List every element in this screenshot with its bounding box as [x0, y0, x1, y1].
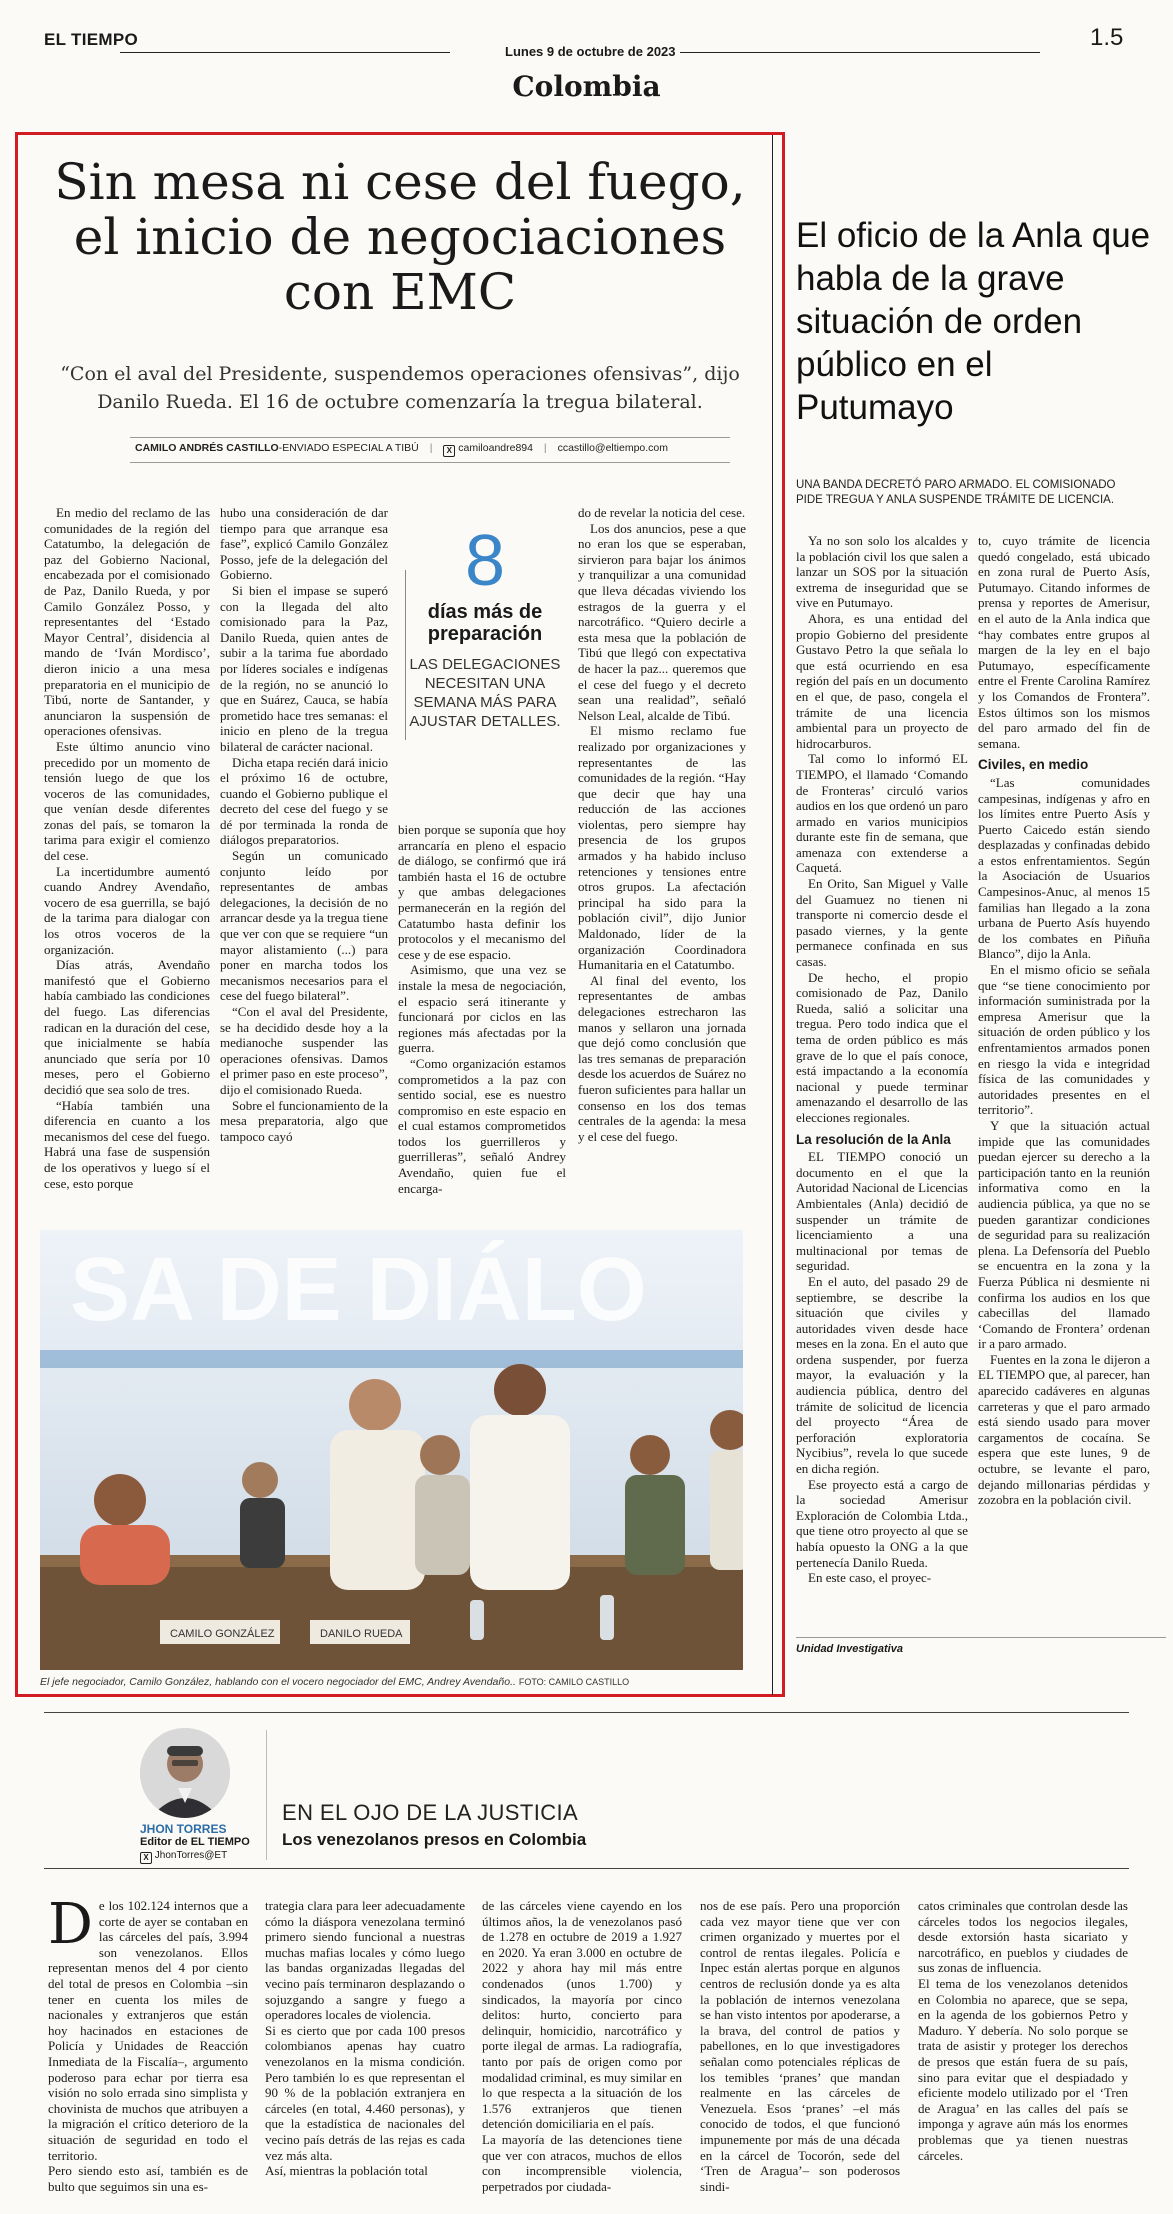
paragraph: Este último anuncio vino precedido por un momento de tensión luego de que los voceros de las comunidades, que venían desde diferentes zonas del país, se tomaron la tarima para exigir el comienzo del cese.	[44, 738, 210, 864]
author-handle-text: JhonTorres@ET	[154, 1850, 228, 1861]
column-divider	[266, 1730, 267, 1860]
masthead-rule-left	[120, 52, 450, 53]
opinion-column-1	[48, 1898, 248, 2208]
paragraph: “Como organización estamos comprometidos a la paz con sentido social, ese es nuestro compromiso en este espacio en el cual estamos comprometidos todos los guerrilleros y guerrilleras”, señaló Andrey Avendaño, quien fue el encarga-	[398, 1055, 566, 1196]
paragraph: Según un comunicado conjunto leído por representantes de ambas delegaciones, la decisión de no arrancar desde ya la tregua tiene que ver con que se requiere “un mayor alistamiento (...) para poner en marcha todos los mecanismos necesarios para el cese del fuego bilateral”.	[220, 848, 388, 1004]
sidebar-headline: El oficio de la Anla que habla de la grave situación de orden público en el Putumayo	[796, 216, 1151, 427]
author-role: Editor de EL TIEMPO	[140, 1836, 250, 1848]
byline-rule-top	[130, 437, 730, 438]
pullquote-head: días más de preparación	[427, 601, 543, 645]
paragraph: En el mismo oficio se señala que “se tiene conocimiento por información suministrada por la empresa Amerisur que la situación de orden público y los enfrentamientos armados ponen en riesgo la vida e integridad física de las comunidades y autoridades presentes en el territorio”.	[978, 962, 1150, 1118]
pullquote	[400, 521, 570, 731]
column-rule-top	[44, 1712, 1129, 1713]
photo-illustration	[40, 1230, 743, 1670]
paragraph: Fuentes en la zona le dijeron a EL TIEMPO que, al parecer, han aparecido cadáveres en algunas carreteras y que el paro armado está siendo usado para mover cargamentos de cocaína. Se espera que este lunes, 9 de octubre, se levante el paro, dejando millonarias pérdidas y zozobra en la población civil.	[978, 1351, 1150, 1508]
section-title: Colombia	[512, 70, 661, 103]
paragraph: Dicha etapa recién dará inicio el próximo 16 de octubre, cuando el Gobierno publique el decreto del cese del fuego y se dé por terminada la ronda de diálogos preparatorios.	[220, 754, 388, 848]
byline: CAMILO ANDRÉS CASTILLO-ENVIADO ESPECIAL A TIBÚ | X camiloandre894 | ccastillo@eltiempo.com	[135, 442, 669, 455]
paragraph: Si es cierto que por cada 100 presos colombianos apenas hay cuatro venezolanos en la misma condición. Pero también lo es que representan el 90 % de la población extranjera en cárceles (en total, 4.460 personas), y que la estadística de nacionales del vecino país detrás de las rejas es cada vez más alta.	[265, 2022, 465, 2163]
author-handle	[140, 1850, 227, 1864]
paragraph: do de revelar la noticia del cese.	[578, 505, 746, 520]
page-number: 1.5	[1090, 24, 1124, 51]
paragraph: Al final del evento, los representantes de ambas delegaciones estrecharon las manos y sellaron una jornada que dejó como conclusión que las tres semanas de preparación desde los acuerdos de Suárez no fueron suficientes para hallar un consenso en los dos temas centrales de la agenda: la mesa y el cese del fuego.	[578, 972, 746, 1144]
paragraph: En medio del reclamo de las comunidades de la región del Catatumbo, la delegación de paz del Gobierno Nacional, encabezada por el comisionado de Paz, Danilo Rueda, y por Camilo González Posso, y representantes del ‘Estado Mayor Central’, disidencia al mando de ‘Iván Mordisco’, dieron inicio a una mesa preparatoria en el municipio de Tibú, norte de Santander, y anunciaron la suspensión de operaciones ofensivas.	[44, 505, 210, 739]
main-column-4	[578, 505, 746, 1220]
main-column-1	[44, 505, 210, 1220]
paragraph: Ese proyecto está a cargo de la sociedad Amerisur Exploración de Colombia Ltda., que tiene otro proyecto al que se había opuesto la ONG a la que pertenecía Danilo Rueda.	[796, 1476, 968, 1570]
opinion-column-2	[265, 1898, 465, 2208]
main-column-2	[220, 505, 388, 1220]
svg-text:SA DE DIÁLO: SA DE DIÁLO	[70, 1240, 647, 1340]
author-avatar	[140, 1728, 230, 1818]
opinion-column-3	[482, 1898, 682, 2208]
news-photo	[40, 1230, 743, 1670]
sidebar-column-1	[796, 533, 968, 1633]
paragraph: Sobre el funcionamiento de la mesa preparatoria, algo que tampoco cayó	[220, 1097, 388, 1144]
sidebar-credit: Unidad Investigativa	[796, 1643, 903, 1655]
caption-text: El jefe negociador, Camilo González, hablando con el vocero negociador del EMC, Andrey Avendaño..	[40, 1676, 516, 1688]
photo-caption	[40, 1676, 740, 1688]
paragraph: En Orito, San Miguel y Valle del Guamuez no tienen ni transporte ni comercio desde el pasado viernes, y la gente permanece confinada en sus casas.	[796, 876, 968, 970]
paragraph: “Con el aval del Presidente, se ha decidido desde hoy a la medianoche suspender las operaciones ofensivas. Damos el primer paso en este proceso”, dijo el comisionado Rueda.	[220, 1004, 388, 1097]
paragraph: “Las comunidades campesinas, indígenas y afro en los límites entre Puerto Asís y Puerto Caicedo están siendo desplazadas y confinadas debido a estos enfrentamientos. Según la Asociación de Usuarios Campesinos-Anuc, al menos 15 familias han llegado a la zona urbana de Puerto Asís huyendo de los combates en Piñuña Blanco”, dijo la Anla.	[978, 774, 1150, 962]
paragraph: Y que la situación actual impide que las comunidades puedan ejercer su derecho a la participación tanto en la reunión informativa como en la audiencia pública, ya que no se pueden garantizar condiciones de seguridad para su realización plena. La Defensoría del Pueblo se encuentra en la zona y la Fuerza Pública ni desmiente ni confirma los audios en los que cabecillas del llamado ‘Comando de Frontera’ ordenan ir a paro armado.	[978, 1117, 1150, 1352]
paragraph: Ya no son solo los alcaldes y la población civil los que salen a lanzar un SOS por la situación extrema de inseguridad que se vive en Putumayo.	[796, 533, 968, 611]
x-logo-icon: X	[140, 1852, 152, 1864]
author-name: JHON TORRES	[140, 1822, 227, 1836]
paragraph: trategia clara para leer adecuadamente cómo la diáspora venezolana terminó primero siendo funcional a nuestras muchas mafias locales y cómo luego las bandas organizadas llegadas del vecino país terminaron desplazando o sojuzgando a sangre y fuego a operadores locales de violencia.	[265, 1898, 465, 2023]
masthead-date: Lunes 9 de octubre de 2023	[505, 44, 676, 59]
column-kicker: EN EL OJO DE LA JUSTICIA	[282, 1800, 579, 1825]
byline-rule-bottom	[130, 462, 730, 463]
paragraph: El tema de los venezolanos detenidos en Colombia no aparece, que se sepa, en la agenda de los gobiernos Petro y Maduro. Y debería. No solo porque se trata de asistir y proteger los derechos de presos que están fuera de su país, sino para evitar que el despiadado y eficiente modelo utilizado por el ‘Tren de Aragua’ en las calles del país se imponga y agrave aún más los enormes problemas que ya tienen nuestras cárceles.	[918, 1975, 1128, 2163]
main-headline: Sin mesa ni cese del fuego, el inicio de negociaciones con EMC	[54, 153, 746, 321]
byline-name: CAMILO ANDRÉS CASTILLO	[135, 442, 279, 454]
paragraph: Tal como lo informó EL TIEMPO, el llamado ‘Comando de Fronteras’ circuló varios audios en los que ordenó un paro armado en varios municipios durante este fin de semana, que amenaza con extenderse a Caquetá.	[796, 751, 968, 876]
paragraph: La incertidumbre aumentó cuando Andrey Avendaño, vocero de esa guerrilla, se bajó de la tarima para dialogar con los otros voceros de la organización.	[44, 863, 210, 957]
sidebar-rule	[772, 135, 773, 1695]
caption-credit: FOTO: CAMILO CASTILLO	[518, 1677, 630, 1687]
subheading: Civiles, en medio	[978, 757, 1089, 773]
paragraph: En el auto, del pasado 29 de septiembre, se describe la situación que civiles y autoridades viven desde hace meses en la zona. En el auto que ordena suspender, por fuerza mayor, la evaluación y la audiencia pública, dentro del trámite de solicitud de licencia del proyecto “Área de perforación exploratoria Nycibius”, revela lo que sucede en dicha región.	[796, 1273, 968, 1477]
paragraph: “Había también una diferencia en cuanto a los mecanismos del cese del fuego. Habrá una fase de suspensión de los operativos y luego sí el cese, esto porque	[44, 1097, 210, 1191]
paragraph: EL TIEMPO conoció un documento en el que la Autoridad Nacional de Licencias Ambientales (Anla) decidió de suspender un trámite de licenciamiento a una multinacional por temas de seguridad.	[796, 1149, 968, 1274]
paragraph: Si bien el impase se superó con la llegada del alto comisionado para la Paz, Danilo Rueda, quien antes de subir a la tarima fue abordado por líderes sociales e indígenas de la región, no se anunció lo que en Suárez, Cauca, se había prometido hace tres semanas: el inicio en pleno de la tregua bilateral de carácter nacional.	[220, 582, 388, 754]
paragraph: Ahora, es una entidad del propio Gobierno del presidente Gustavo Petro la que señala lo que está ocurriendo en esa región del país en un documento en el que, de paso, congela el trámite de una licencia ambiental para un proyecto de hidrocarburos.	[796, 610, 968, 751]
paragraph: catos criminales que controlan desde las cárceles todos los negocios ilegales, desde extorsión hasta sicariato y narcotráfico, en pueblos y ciudades de sus zonas de influencia.	[918, 1898, 1128, 1976]
paragraph: Así, mientras la población total	[265, 2163, 428, 2179]
paragraph: De hecho, el propio comisionado de Paz, Danilo Rueda, salió a solicitar una tregua. Pero todo indica que el tema de orden público es más grave de lo que el país conoce, está impactando a la economía nacional y puede terminar amenazando el desarrollo de las elecciones regionales.	[796, 969, 968, 1125]
subheading: La resolución de la Anla	[796, 1131, 951, 1147]
pullquote-number: 8	[464, 521, 506, 601]
dropcap: D	[48, 1898, 93, 1957]
paragraph: Asimismo, que una vez se instale la mesa de negociación, el espacio será itinerante y funcionará por ciclos en las regiones más afectadas por la guerra.	[398, 962, 566, 1056]
main-column-3	[398, 822, 566, 1220]
byline-role: -ENVIADO ESPECIAL A TIBÚ	[278, 442, 419, 454]
paragraph: En este caso, el proyec-	[808, 1570, 932, 1586]
column-rule-bottom	[44, 1868, 1129, 1869]
opinion-column-4	[700, 1898, 900, 2208]
main-deck: “Con el aval del Presidente, suspendemos operaciones ofensivas”, dijo Danilo Rueda. El 16 de octubre comenzaría la tregua bilateral.	[60, 363, 740, 413]
paragraph: Pero siendo esto así, también es de bulto que seguimos sin una es-	[48, 2163, 248, 2194]
paragraph: bien porque se suponía que hoy arrancaría en pleno el espacio de diálogo, se confirmó que irá también hasta el 16 de octubre y que ambas delegaciones permanecerán en la región del Catatumbo hasta definir los protocolos y el mecanismo del cese y de ese espacio.	[398, 822, 566, 962]
byline-handle: camiloandre894	[458, 442, 533, 454]
author-portrait	[140, 1728, 230, 1818]
paragraph: Los dos anuncios, pese a que no eran los que se esperaban, sirvieron para bajar los ánimos y tranquilizar a una comunidad que lleva décadas viviendo los estragos de la guerra y el narcotráfico. “Quiero decirle a esta mesa que la población de Tibú que llegó con expectativa de hacer la paz... queremos que el cese del fuego y el decreto sean una realidad”, señaló Nelson Leal, alcalde de Tibú.	[578, 520, 746, 723]
x-logo-icon: X	[443, 445, 455, 457]
paragraph: La mayoría de las detenciones tiene que ver con atracos, muchos de ellos con incomprensible violencia, perpetrados por ciudada-	[482, 2131, 682, 2194]
sidebar-deck: UNA BANDA DECRETÓ PARO ARMADO. EL COMISIONADO PIDE TREGUA Y ANLA SUSPENDE TRÁMITE DE LICENCIA.	[796, 479, 1116, 506]
masthead-rule-right	[680, 52, 1040, 53]
paragraph: hubo una consideración de dar tiempo para que arranque esa fase”, explicó Camilo González Posso, jefe de la delegación del Gobierno.	[220, 505, 388, 583]
paragraph: Días atrás, Avendaño manifestó que el Gobierno había cambiado las condiciones del fuego. Las diferencias radican en la duración del cese, que inicialmente se había anunciado que sería por 10 meses, pero el Gobierno decidió que sea solo de tres.	[44, 957, 210, 1097]
opinion-column-5	[918, 1898, 1128, 2208]
photo-nameplate-2: DANILO RUEDA	[320, 1628, 403, 1640]
paragraph: El mismo reclamo fue realizado por organizaciones y representantes de las comunidades de la región. “Hay que decir que hay una reducción de las acciones violentas, pero siempre hay presencia de los grupos armados y ha habido incluso retenciones y tensiones entre otros grupos. La afectación principal ha sido para la población civil”, dijo Junior Maldonado, líder de la organización Coordinadora Humanitaria en el Catatumbo.	[578, 723, 746, 973]
masthead-brand: EL TIEMPO	[44, 30, 139, 49]
byline-email[interactable]: ccastillo@eltiempo.com	[557, 442, 669, 454]
pullquote-sub: LAS DELEGACIONES NECESITAN UNA SEMANA MÁS PARA AJUSTAR DETALLES.	[409, 656, 561, 730]
paragraph: to, cuyo trámite de licencia quedó congelado, está ubicado en zona rural de Puerto Asís, Putumayo. Citando informes de prensa y reportes de Amerisur, en el auto de la Anla indica que “hay combates entre grupos al margen de la ley en el bajo Putumayo, específicamente entre el Frente Carolina Ramírez y los Comandos de Frontera”. Estos últimos son los mismos del paro armado del fin de semana.	[978, 533, 1150, 751]
paragraph: de las cárceles viene cayendo en los últimos años, la de venezolanos pasó de 1.278 en octubre de 2019 a 1.927 en 2020. Ya eran 3.000 en octubre de 2022 y ahora hay mil más entre condenados (unos 1.700) y sindicados, la mayoría por cinco delitos: hurto, concierto para delinquir, homicidio, narcotráfico y porte ilegal de armas. La radiografía, tanto por país de origen como por modalidad criminal, es muy similar en lo que respecta a la situación de los 1.576 extranjeros que tienen detención domiciliaria en el país.	[482, 1898, 682, 2132]
photo-nameplate-1: CAMILO GONZÁLEZ	[170, 1628, 275, 1640]
sidebar-credit-rule	[796, 1637, 1166, 1638]
column-title: Los venezolanos presos en Colombia	[282, 1830, 587, 1849]
paragraph: nos de ese país. Pero una proporción cada vez mayor tiene que ver con crimen organizado y muertes por el control de rentas ilegales. Policía e Inpec están alertas porque en algunos centros de reclusión donde ya es alta la población de internos venezolana se han visto intentos por apoderarse, a la brava, del control de patios y pabellones, en lo que investigadores señalan como potenciales réplicas de los temibles ‘pranes’ que mandan realmente en las cárceles de Venezuela. Esos ‘pranes’ –el más conocido de todos, el que funcionó impunemente por más de una década en la cárcel de Tocorón, sede del ‘Tren de Aragua’– son poderosos sindi-	[700, 1898, 900, 2194]
sidebar-column-2	[978, 533, 1150, 1633]
paragraph: e los 102.124 internos que a corte de ayer se contaban en las cárceles del país, 3.994 son venezolanos. Ellos representan menos del 4 por ciento del total de presos en Colombia –sin tener en cuenta los miles de nacionales y extranjeros que están hoy hacinados en estaciones de Policía y Unidades de Reacción Inmediata de la Fiscalía–, argumento poderoso para echar por tierra esa visión no solo errada sino simplista y chovinista de muchos que atribuyen a la migración el crítico deterioro de la situación de seguridad en todo el territorio.	[48, 1898, 248, 2163]
